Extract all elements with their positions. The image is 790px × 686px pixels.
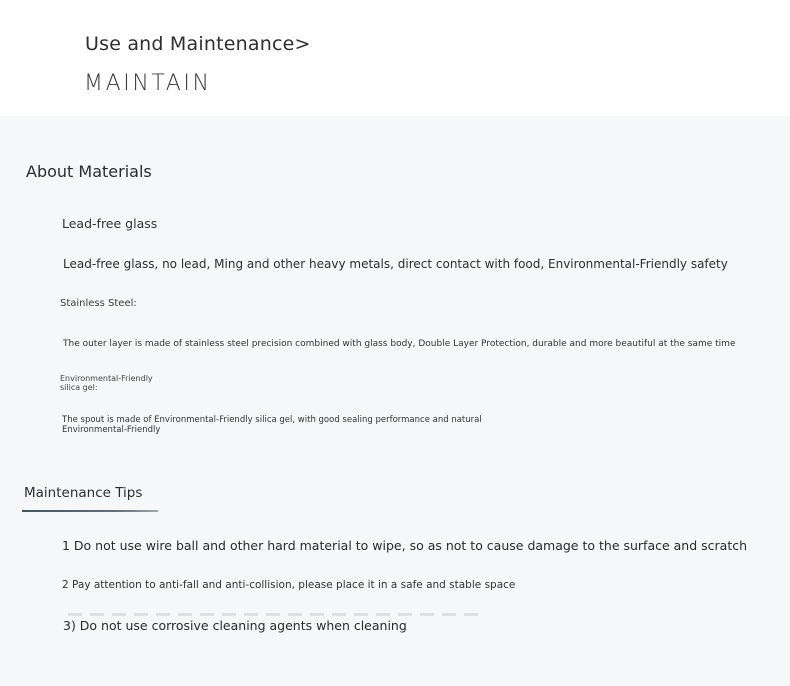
material-name: Stainless Steel:: [60, 298, 137, 309]
material-description: The outer layer is made of stainless steel precision combined with glass body, Double Layer Protection, durable and more beautiful at the same time: [63, 339, 736, 349]
faded-text-line: [68, 613, 478, 616]
material-name: Environmental-Friendly silica gel:: [60, 374, 153, 392]
material-description: Lead-free glass, no lead, Ming and other heavy metals, direct contact with food, Environmental-Friendly safety: [63, 257, 728, 271]
page-header: [0, 0, 790, 116]
tip-item: 1 Do not use wire ball and other hard material to wipe, so as not to cause damage to the surface and scratch: [62, 538, 748, 553]
tip-item: 2 Pay attention to anti-fall and anti-collision, please place it in a safe and stable space: [62, 579, 516, 591]
tip-item: 3) Do not use corrosive cleaning agents when cleaning: [63, 618, 407, 633]
content-panel: [0, 116, 790, 686]
tips-heading-underline: [22, 510, 158, 512]
page-subtitle: MAINTAIN: [84, 71, 212, 96]
material-name: Lead-free glass: [62, 216, 158, 231]
tips-heading: Maintenance Tips: [24, 485, 143, 501]
page-title: Use and Maintenance>: [85, 33, 311, 55]
materials-heading: About Materials: [26, 162, 152, 181]
material-description: The spout is made of Environmental-Friendly silica gel, with good sealing performance and natural Environmental-Friendly: [62, 415, 482, 435]
